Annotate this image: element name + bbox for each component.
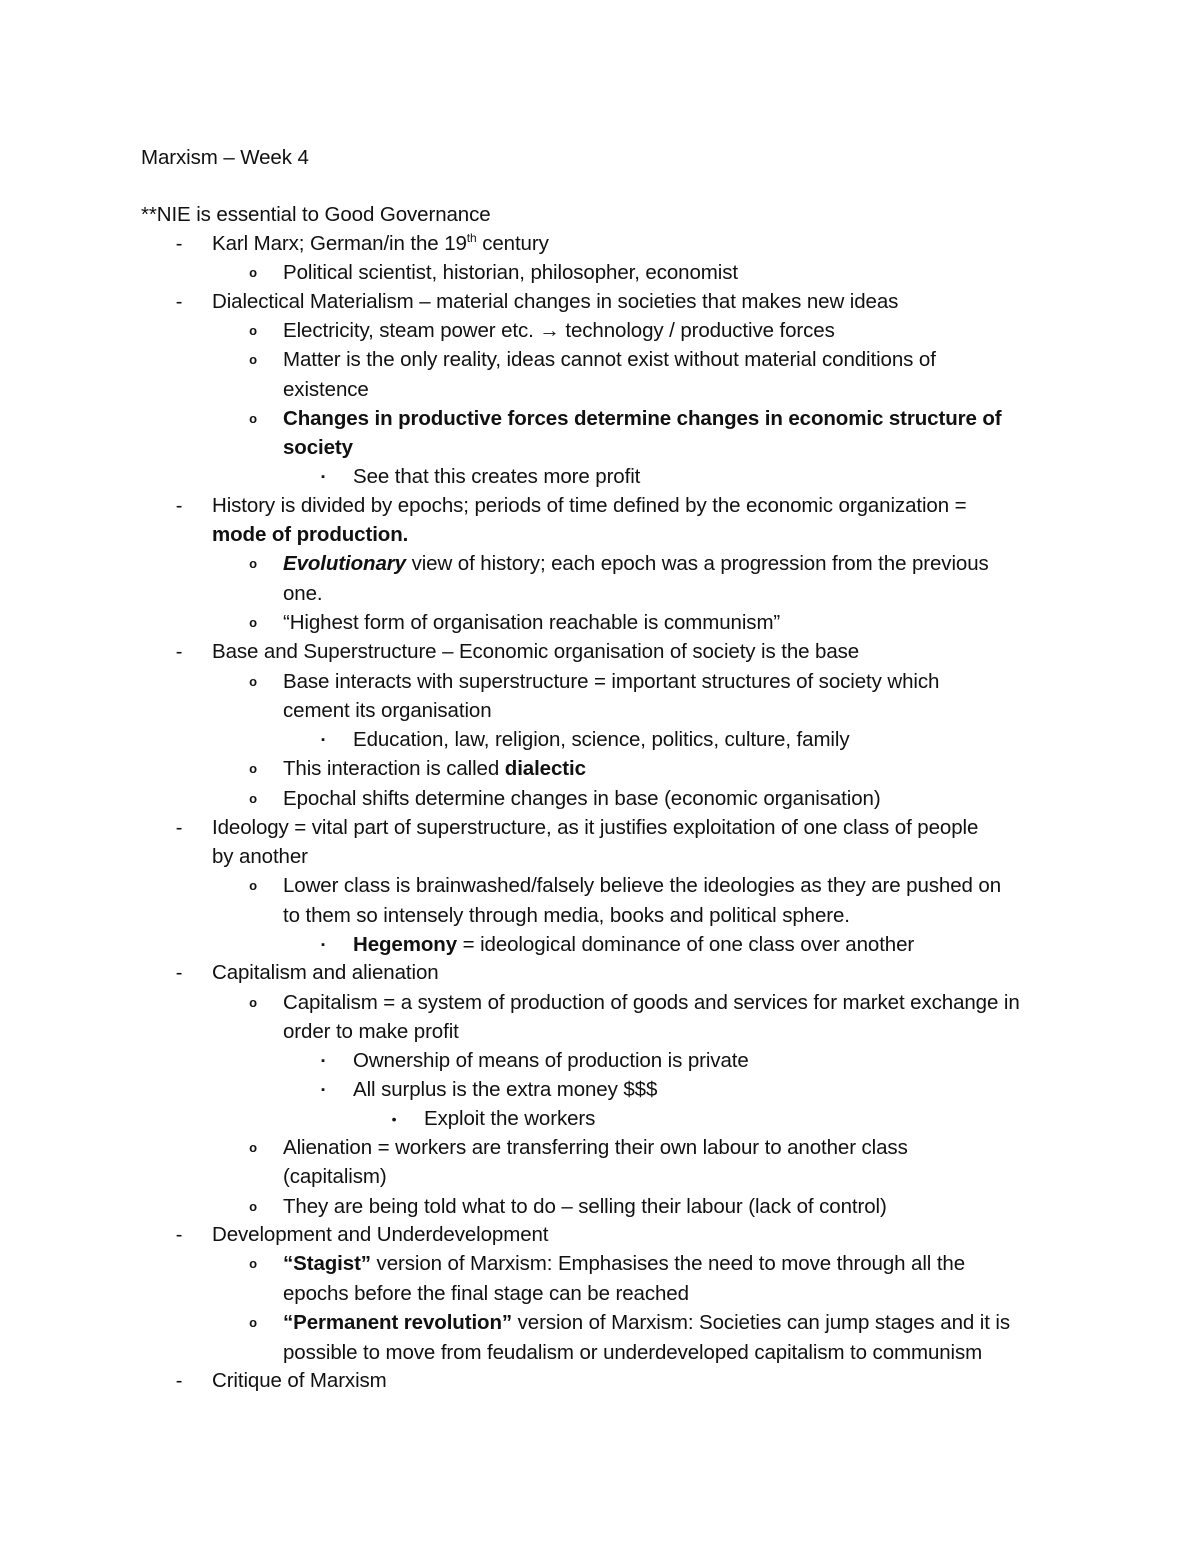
dash-bullet-icon: -: [175, 817, 183, 839]
dash-bullet-icon: -: [175, 233, 183, 255]
circle-bullet-icon: o: [249, 411, 257, 426]
circle-bullet-icon: o: [249, 1256, 257, 1271]
circle-bullet-icon: o: [249, 761, 257, 776]
square-bullet-icon: ▪: [321, 471, 325, 483]
square-bullet-icon: ▪: [321, 734, 325, 746]
circle-bullet-icon: o: [249, 323, 257, 338]
dash-bullet-icon: -: [175, 495, 183, 517]
square-bullet-icon: ▪: [321, 1084, 325, 1096]
circle-bullet-icon: o: [249, 352, 257, 367]
right-arrow-icon: →: [539, 319, 560, 342]
circle-bullet-icon: o: [249, 674, 257, 689]
dash-bullet-icon: -: [175, 641, 183, 663]
dash-bullet-icon: -: [175, 291, 183, 313]
dot-bullet-icon: •: [391, 1111, 397, 1127]
square-bullet-icon: ▪: [321, 1055, 325, 1067]
circle-bullet-icon: o: [249, 556, 257, 571]
circle-bullet-icon: o: [249, 265, 257, 280]
document-page: Marxism – Week 4 **NIE is essential to Good Governance - Karl Marx; German/in the 19th century o Political scientist, historian, philosopher, economist - Dialectical Materialism – material changes in societies that makes new ideas o Electricity, steam power etc. → technology / productive forces o Matter is the only reality, ideas cannot exist without material conditions of existence o Changes in productive forces determine changes in economic structure of society ▪ See that this creates more profit - History is divided by epochs; periods of time defined by the economic organization = mode of production. o Evolutionary view of history; each epoch was a progression from the previous one. o “Highest form of organisation reachable is communism” - Base and Superstructure – Economic organisation of society is the base o Base interacts with superstructure = important structures of society which cement its organisation ▪ Education, law, religion, science, politics, culture, family o This interaction is called dialectic o Epochal shifts determine changes in base (economic organisation) - Ideology = vital part of superstructure, as it justifies exploitation of one class of people by another o Lower class is brainwashed/falsely believe the ideologies as they are pushed on to them so intensely through media, books and political sphere. ▪ Hegemony = ideological dominance of one class over another - Capitalism and alienation o Capitalism = a system of production of goods and services for market exchange in order to make profit ▪ Ownership of means of production is private ▪ All surplus is the extra money $$$ • Exploit the workers o Alienation = workers are transferring their own labour to another class (capitalism) o They are being told what to do – selling their labour (lack of control) - Development and Underdevelopment o “Stagist” version of Marxism: Emphasises the need to move through all the epochs before the final stage can be reached o “Permanent revolution” version of Marxism: Societies can jump stages and it is possible to move from feudalism or underdeveloped capitalism to communism - Critique of Marxism: [0, 0, 1200, 1553]
circle-bullet-icon: o: [249, 878, 257, 893]
dash-bullet-icon: -: [175, 1370, 183, 1392]
dash-bullet-icon: -: [175, 1224, 183, 1246]
square-bullet-icon: ▪: [321, 939, 325, 951]
circle-bullet-icon: o: [249, 1140, 257, 1155]
circle-bullet-icon: o: [249, 615, 257, 630]
circle-bullet-icon: o: [249, 1315, 257, 1330]
circle-bullet-icon: o: [249, 791, 257, 806]
dash-bullet-icon: -: [175, 962, 183, 984]
circle-bullet-icon: o: [249, 1199, 257, 1214]
circle-bullet-icon: o: [249, 995, 257, 1010]
